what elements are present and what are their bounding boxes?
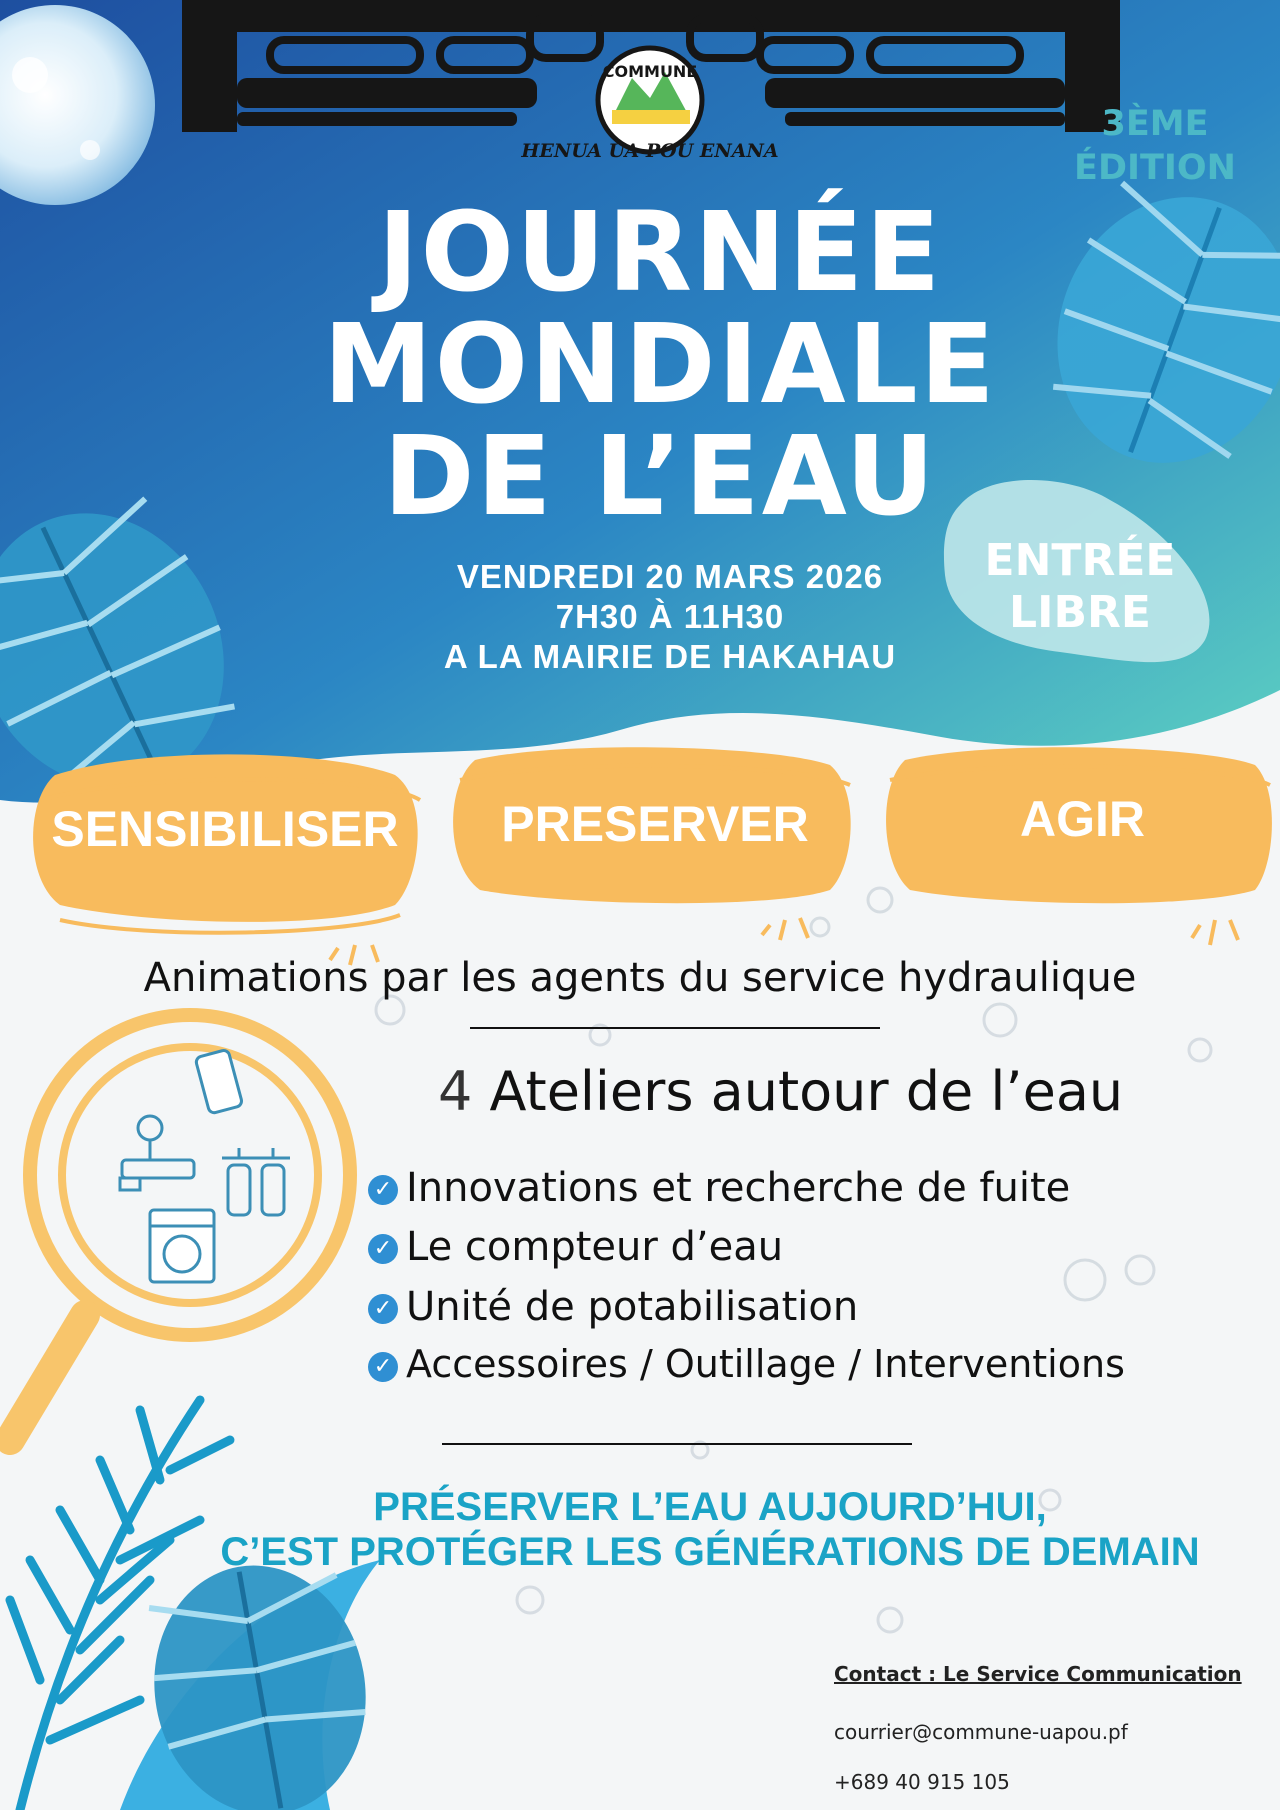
event-time: 7H30 À 11H30 [555, 598, 785, 635]
contact-email[interactable]: courrier@commune-uapou.pf [834, 1720, 1128, 1744]
workshops-count: 4 [438, 1060, 473, 1123]
workshop-item [368, 1342, 1125, 1386]
pill-sensibiliser-label: SENSIBILISER [51, 801, 399, 857]
page-title-line-1: JOURNÉE [377, 188, 943, 316]
workshop-item [368, 1284, 858, 1330]
pill-preserver-label: PRESERVER [501, 796, 809, 852]
contact-phone[interactable]: +689 40 915 105 [834, 1770, 1010, 1794]
page-title-line-2: MONDIALE [323, 300, 997, 428]
page-title-line-3: DE L’EAU [383, 412, 937, 540]
check-icon: ✓ [368, 1234, 398, 1264]
slogan-line-2: C’EST PROTÉGER LES GÉNÉRATIONS DE DEMAIN [220, 1530, 1200, 1574]
event-date: VENDREDI 20 MARS 2026 [456, 558, 884, 595]
check-icon: ✓ [368, 1175, 398, 1205]
check-icon: ✓ [368, 1352, 398, 1382]
logo-henua-text: HENUA UA POU ENANA [521, 140, 779, 162]
water-meter-icon [120, 1116, 194, 1190]
event-location: A LA MAIRIE DE HAKAHAU [443, 638, 897, 675]
animations-text: Animations par les agents du service hydraulique [143, 955, 1137, 1001]
check-icon: ✓ [368, 1294, 398, 1324]
edition-line-1: 3ÈME [1101, 104, 1209, 144]
slogan-line-1: PRÉSERVER L’EAU AUJOURD’HUI, [373, 1485, 1047, 1529]
entry-badge-line-1: ENTRÉE [984, 535, 1176, 586]
contact-label: Contact : Le Service Communication [834, 1662, 1242, 1686]
entry-badge-line-2: LIBRE [1009, 587, 1151, 638]
workshops-heading [438, 1060, 1123, 1123]
workshop-item-label: Accessoires / Outillage / Interventions [406, 1342, 1125, 1386]
logo-commune-text: COMMUNE [602, 62, 698, 81]
workshop-item-label: Unité de potabilisation [406, 1284, 859, 1330]
workshop-item-label: Innovations et recherche de fuite [406, 1165, 1071, 1211]
workshop-item-label: Le compteur d’eau [406, 1224, 784, 1270]
water-filter-icon [222, 1148, 290, 1215]
washing-machine-icon [150, 1210, 214, 1282]
workshop-item [368, 1165, 1070, 1211]
pill-agir-label: AGIR [1020, 791, 1145, 847]
edition-line-2: ÉDITION [1074, 148, 1236, 188]
workshop-item [368, 1224, 783, 1270]
workshops-title: Ateliers autour de l’eau [489, 1060, 1124, 1123]
